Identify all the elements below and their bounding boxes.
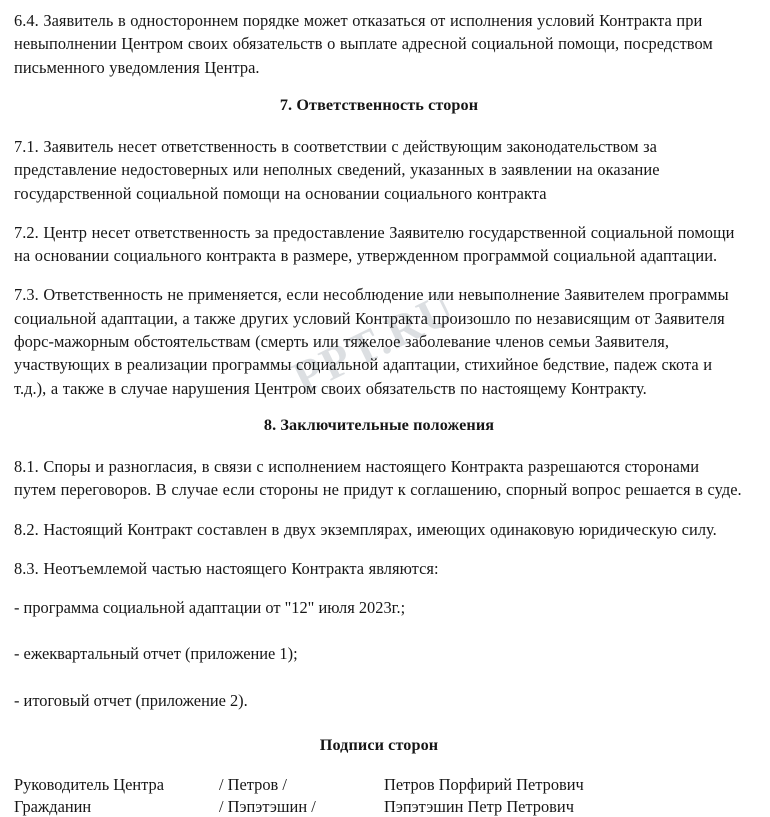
table-row <box>14 796 744 817</box>
signatory-full-name: Петров Порфирий Петрович <box>384 775 584 795</box>
watermark-text: PPT.RU <box>284 281 464 404</box>
paragraph-6-4: 6.4. Заявитель в одностороннем порядке может отказаться от исполнения условий Контракта при невыполнении Центром своих обязательств о выплате адресной социальной помощи, посредством письменного уведомления Центра. <box>14 11 713 77</box>
section-8-heading-wrap <box>14 415 744 436</box>
signatory-role: Гражданин <box>14 796 92 816</box>
paragraph-7-2: 7.2. Центр несет ответственность за предоставление Заявителю государственной социальной помощи на основании социального контракта в размере, утвержденном программой социальной адаптации. <box>14 222 735 266</box>
section-7-heading: 7. Ответственность сторон <box>279 95 479 114</box>
list-item: - ежеквартальный отчет (приложение 1); <box>14 644 298 664</box>
document-body <box>14 9 744 817</box>
list-item: - итоговый отчет (приложение 2). <box>14 690 248 710</box>
signature-block <box>14 774 744 817</box>
signatures-heading: Подписи сторон <box>319 736 439 755</box>
signatory-role: Руководитель Центра <box>14 775 165 795</box>
signatory-full-name: Пэпэтэшин Петр Петрович <box>384 796 574 816</box>
section-8-heading: 8. Заключительные положения <box>263 415 495 434</box>
signatures-heading-wrap <box>14 735 744 756</box>
paragraph-8-1: 8.1. Споры и разногласия, в связи с исполнением настоящего Контракта разрешаются сторонами путем переговоров. В случае если стороны не придут к соглашению, спорный вопрос решается в суде. <box>14 456 742 500</box>
attachments-list <box>14 596 744 712</box>
list-item: - программа социальной адаптации от "12" июля 2023г.; <box>14 598 406 618</box>
paragraph-8-2: 8.2. Настоящий Контракт составлен в двух экземплярах, имеющих одинаковую юридическую силу. <box>14 519 717 539</box>
section-7-heading-wrap <box>14 95 744 116</box>
paragraph-7-3: 7.3. Ответственность не применяется, если несоблюдение или невыполнение Заявителем программы социальной адаптации, а также других условий Контракта произошло по независящим от Заявителя форс-мажорным обстоятельствам (смерть или тяжелое заболевание членов семьи Заявителя, участвующих в реализации программы социальной адаптации, стихийное бедствие, падеж скота и т.д.), а также в случае нарушения Центром своих обязательств по настоящему Контракту. <box>14 285 729 398</box>
signatory-signature: / Пэпэтэшин / <box>219 796 316 816</box>
paragraph-7-1: 7.1. Заявитель несет ответственность в соответствии с действующим законодательством за представление недостоверных или неполных сведений, указанных в заявлении на оказание государственной социальной помощи на основании социального контракта <box>14 136 660 203</box>
signatory-signature: / Петров / <box>219 775 287 795</box>
paragraph-8-3: 8.3. Неотъемлемой частью настоящего Контракта являются: <box>14 558 439 578</box>
table-row <box>14 774 744 796</box>
